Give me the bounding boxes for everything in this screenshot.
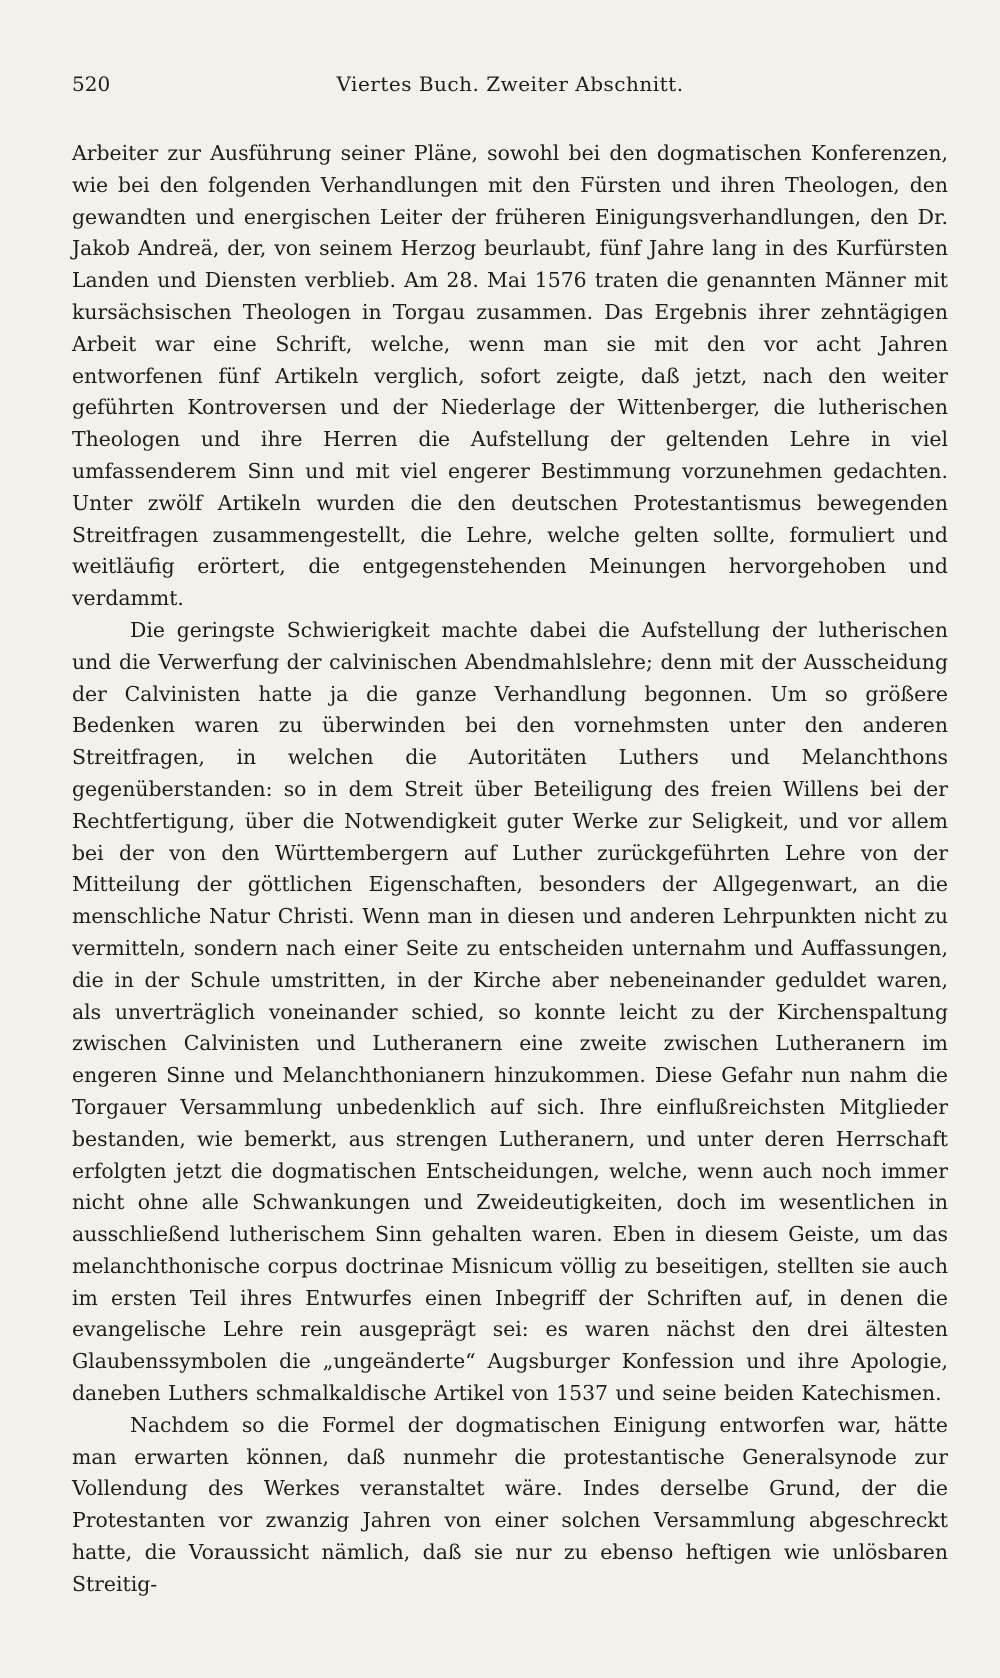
page-header [72,72,948,112]
paragraph-3: Nachdem so die Formel der dogmatischen Einigung entworfen war, hätte man erwarten können, daß nunmehr die protestantische Generalsynode zur Vollendung des Werkes veranstaltet wäre. Indes derselbe Grund, der die Protestanten vor zwanzig Jahren von einer solchen Versammlung abgeschreckt hatte, die Voraussicht nämlich, daß sie nur zu ebenso heftigen wie unlösbaren Streitig- [72,1412,948,1596]
paragraph-1: Arbeiter zur Ausführung seiner Pläne, sowohl bei den dogmatischen Konferenzen, wie bei den folgenden Verhandlungen mit den Fürsten und ihren Theologen, den gewandten und energischen Leiter der früheren Einigungsverhandlungen, den Dr. Jakob Andreä, der, von seinem Herzog beurlaubt, fünf Jahre lang in des Kurfürsten Landen und Diensten verblieb. Am 28. Mai 1576 traten die genannten Männer mit kursächsischen Theologen in Torgau zusammen. Das Ergebnis ihrer zehntägigen Arbeit war eine Schrift, welche, wenn man sie mit den vor acht Jahren entworfenen fünf Artikeln verglich, sofort zeigte, daß jetzt, nach den weiter geführten Kontroversen und der Niederlage der Wittenberger, die lutherischen Theologen und ihre Herren die Aufstellung der geltenden Lehre in viel umfassenderem Sinn und mit viel engerer Bestimmung vorzunehmen gedachten. Unter zwölf Artikeln wurden die den deutschen Protestantismus bewegenden Streitfragen zusammengestellt, die Lehre, welche gelten sollte, formuliert und weitläufig erörtert, die entgegenstehenden Meinungen hervorgehoben und verdammt. [72,141,948,611]
body-text [72,138,948,1601]
page-number: 520 [72,72,111,96]
running-head: Viertes Buch. Zweiter Abschnitt. [336,72,684,96]
paragraph-2: Die geringste Schwierigkeit machte dabei die Aufstellung der lutherischen und die Verwerfung der calvinischen Abendmahlslehre; denn mit der Ausscheidung der Calvinisten hatte ja die ganze Verhandlung begonnen. Um so größere Bedenken waren zu überwinden bei den vornehmsten unter den anderen Streitfragen, in welchen die Autoritäten Luthers und Melanchthons gegenüberstanden: so in dem Streit über Beteiligung des freien Willens bei der Rechtfertigung, über die Notwendigkeit guter Werke zur Seligkeit, und vor allem bei der von den Württembergern auf Luther zurückgeführten Lehre von der Mitteilung der göttlichen Eigenschaften, besonders der Allgegenwart, an die menschliche Natur Christi. Wenn man in diesen und anderen Lehrpunkten nicht zu vermitteln, sondern nach einer Seite zu entscheiden unternahm und Auffassungen, die in der Schule umstritten, in der Kirche aber nebeneinander geduldet waren, als unverträglich voneinander schied, so konnte leicht zu der Kirchenspaltung zwischen Calvinisten und Lutheranern eine zweite zwischen Lutheranern im engeren Sinne und Melanchthonianern hinzukommen. Diese Gefahr nun nahm die Torgauer Versammlung unbedenklich auf sich. Ihre einflußreichsten Mitglieder bestanden, wie bemerkt, aus strengen Lutheranern, und unter deren Herrschaft erfolgten jetzt die dogmatischen Entscheidungen, welche, wenn auch noch immer nicht ohne alle Schwankungen und Zweideutigkeiten, doch im wesentlichen in ausschließend lutherischem Sinn gehalten waren. Eben in diesem Geiste, um das melanchthonische corpus doctrinae Misnicum völlig zu beseitigen, stellten sie auch im ersten Teil ihres Entwurfes einen Inbegriff der Schriften auf, in denen die evangelische Lehre rein ausgeprägt sei: es waren nächst den drei ältesten Glaubenssymbolen die „ungeänderte“ Augsburger Konfession und ihre Apologie, daneben Luthers schmalkaldische Artikel von 1537 und seine beiden Katechismen. [72,617,948,1406]
